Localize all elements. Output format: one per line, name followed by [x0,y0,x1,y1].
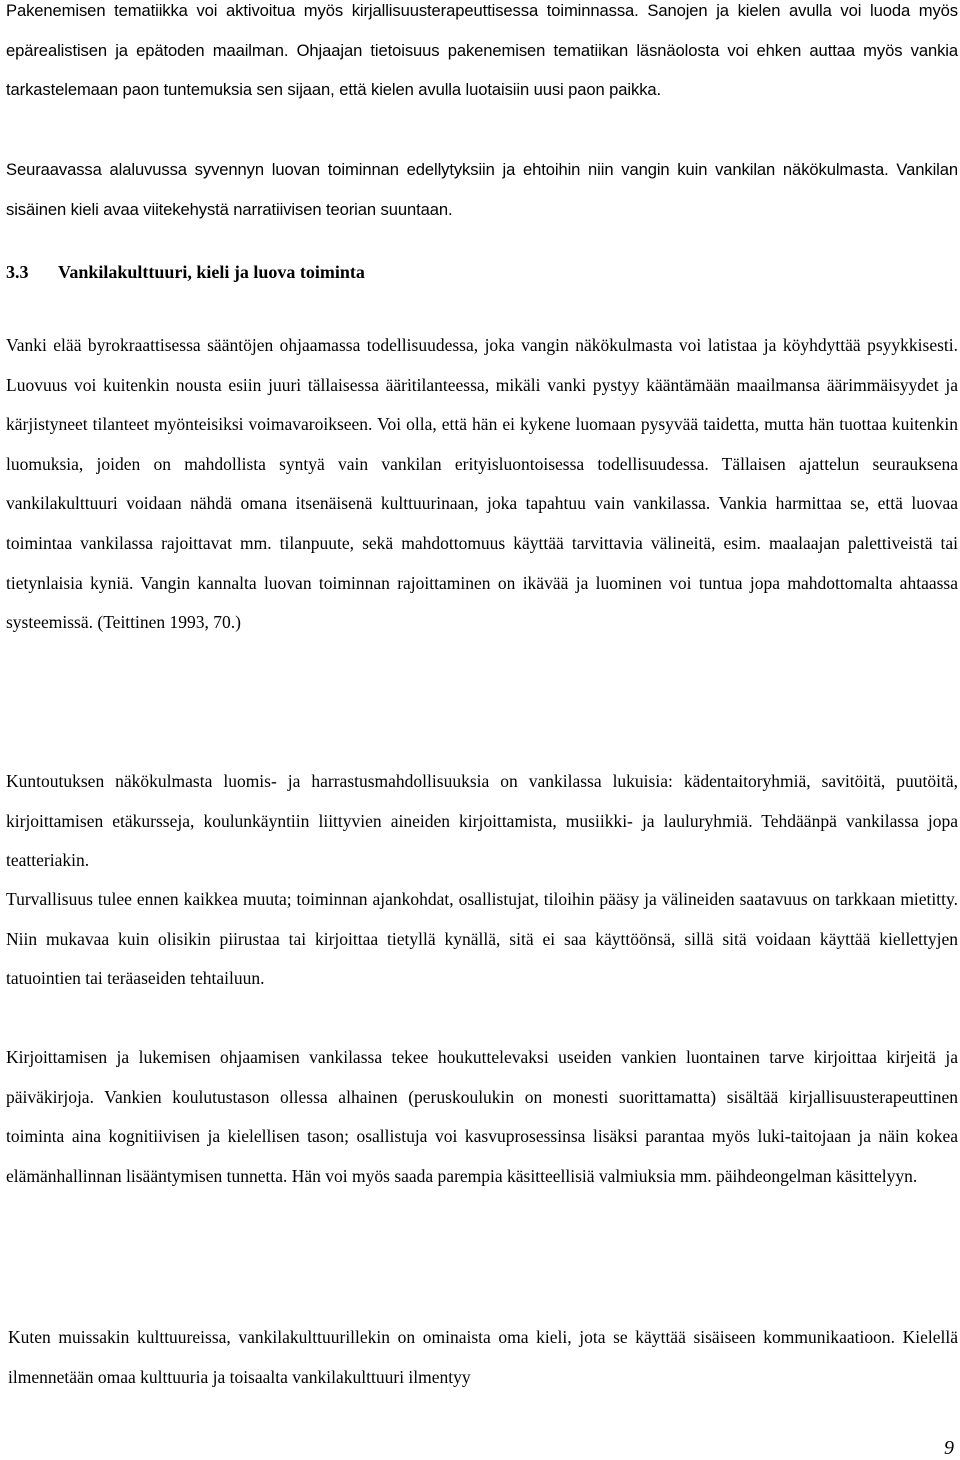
intro-paragraph-1: Pakenemisen tematiikka voi aktivoitua myös kirjallisuusterapeuttisessa toiminnassa. Sanojen ja kielen avulla voi luoda myös epärealistisen ja epätoden maailman. Ohjaajan tietoisuus pakenemisen tematiikan läsnäolosta voi ehken auttaa myös vankia tarkastelemaan paon tuntemuksia sen sijaan, että kielen avulla luotaisiin uusi paon paikka. [6,1,958,100]
body-paragraph-3: Turvallisuus tulee ennen kaikkea muuta; toiminnan ajankohdat, osallistujat, tiloihin pääsy ja välineiden saatavuus on tarkkaan mietitty. Niin mukavaa kuin olisikin piirustaa tai kirjoittaa tietyllä kynällä, sitä ei saa käyttöönsä, sillä sitä voidaan käyttää kiellettyjen tatuointien tai teräaseiden tehtailuun. [6,889,958,989]
section-number: 3.3 [6,262,29,282]
section-heading [6,258,365,286]
section-title: Vankilakulttuuri, kieli ja luova toiminta [58,262,365,282]
page-number: 9 [944,1437,954,1459]
body-paragraph-1: Vanki elää byrokraattisessa sääntöjen ohjaamassa todellisuudessa, joka vangin näkökulmasta voi latistaa ja köyhdyttää psyykkisesti. Luovuus voi kuitenkin nousta esiin juuri tällaisessa ääritilanteessa, mikäli vanki pystyy kääntämään maailmansa äärimmäisyydet ja kärjistyneet tilanteet myönteisiksi voimavaroikseen. Voi olla, että hän ei kykene luomaan pysyvää taidetta, mutta hän tuottaa kuitenkin luomuksia, joiden on mahdollista syntyä vain vankilan erityisluontoisessa todellisuudessa. Tällaisen ajattelun seurauksena vankilakulttuuri voidaan nähdä omana itsenäisenä kulttuurinaan, joka tapahtuu vain vankilassa. Vankia harmittaa se, että luovaa toimintaa vankilassa rajoittavat mm. tilanpuute, sekä mahdottomuus käyttää tarvittavia välineitä, esim. maalaajan palettiveistä tai tietynlaisia kyniä. Vangin kannalta luovan toiminnan rajoittaminen on ikävää ja luominen voi tuntua jopa mahdottomalta ahtaassa systeemissä. (Teittinen 1993, 70.) [6,335,958,633]
body-paragraph-4: Kirjoittamisen ja lukemisen ohjaamisen vankilassa tekee houkuttelevaksi useiden vankien luontainen tarve kirjoittaa kirjeitä ja päiväkirjoja. Vankien koulutustason ollessa alhainen (peruskoulukin on monesti suorittamatta) sisältää kirjallisuusterapeuttinen toiminta aina kognitiivisen ja kielellisen tason; osallistuja voi kasvuprosessinsa lisäksi parantaa myös luki-taitojaan ja näin kokea elämänhallinnan lisääntymisen tunnetta. Hän voi myös saada parempia käsitteellisiä valmiuksia mm. päihdeongelman käsittelyyn. [6,1047,958,1186]
body-paragraph-5: Kuten muissakin kulttuureissa, vankilakulttuurillekin on ominaista oma kieli, jota se käyttää sisäiseen kommunikaatioon. Kielellä ilmennetään omaa kulttuuria ja toisaalta vankilakulttuuri ilmentyy [8,1327,958,1387]
body-paragraph-2: Kuntoutuksen näkökulmasta luomis- ja harrastusmahdollisuuksia on vankilassa lukuisia: kädentaitoryhmiä, savitöitä, puutöitä, kirjoittamisen etäkursseja, koulunkäyntiin liittyvien aineiden kirjoittamista, musiikki- ja lauluryhmiä. Tehdäänpä vankilassa jopa teatteriakin. [6,771,958,871]
intro-paragraph-2: Seuraavassa alaluvussa syvennyn luovan toiminnan edellytyksiin ja ehtoihin niin vangin kuin vankilan näkökulmasta. Vankilan sisäinen kieli avaa viitekehystä narratiivisen teorian suuntaan. [6,160,958,219]
